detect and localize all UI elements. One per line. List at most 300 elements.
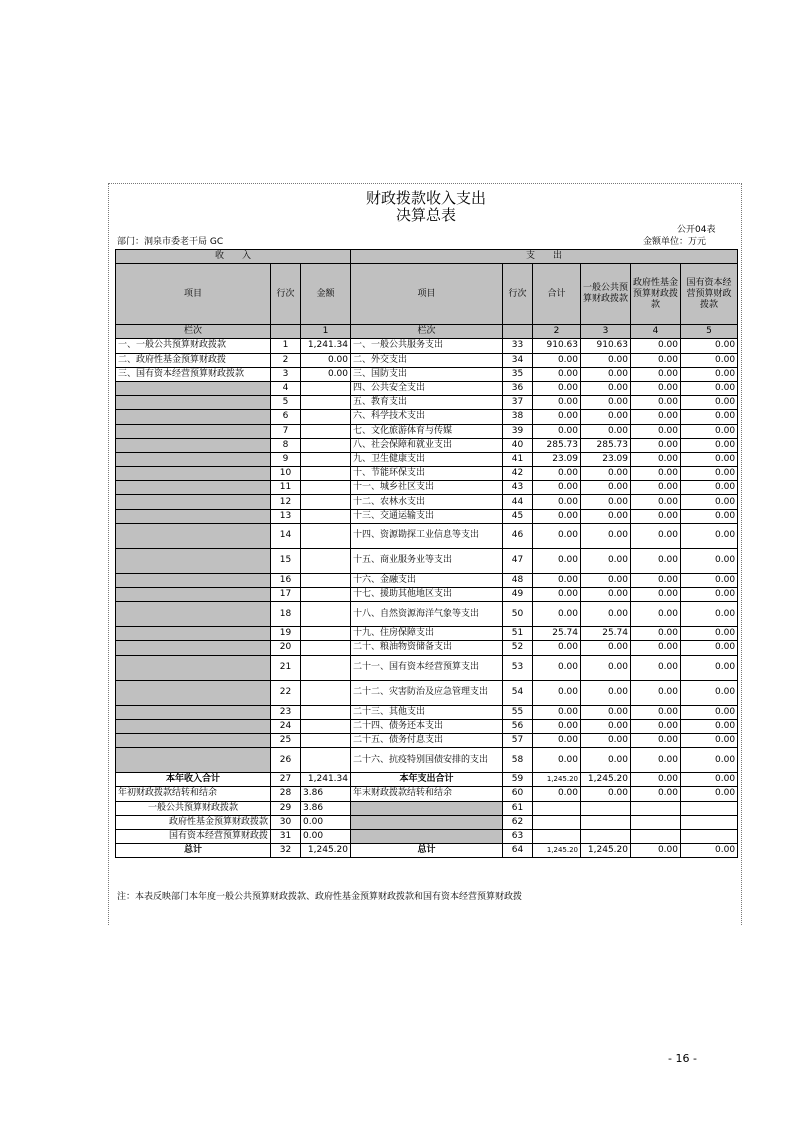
general-budget-header: 一般公共预算财政拨款 — [581, 264, 631, 325]
amount-cell: 0.00 — [631, 748, 681, 773]
income-item — [116, 481, 271, 495]
amount-cell: 0.00 — [631, 588, 681, 602]
row-number: 2 — [271, 353, 301, 367]
blank-cell — [631, 815, 681, 829]
sub-gov-row — [116, 815, 738, 829]
finance-table — [115, 249, 738, 858]
amount-cell: 0.00 — [581, 748, 631, 773]
income-item — [116, 452, 271, 466]
row-number: 37 — [503, 396, 533, 410]
expense-item: 十八、自然资源海洋气象等支出 — [351, 602, 503, 627]
amount-cell: 0.00 — [581, 495, 631, 509]
income-item — [116, 438, 271, 452]
income-item — [116, 748, 271, 773]
table-row — [116, 573, 738, 587]
amount-cell: 1,245.20 — [581, 844, 631, 858]
amount-cell: 0.00 — [533, 481, 581, 495]
amount-cell: 1,245.20 — [533, 844, 581, 858]
income-item — [116, 523, 271, 548]
expense-item: 十三、交通运输支出 — [351, 509, 503, 523]
amount-cell: 0.00 — [681, 705, 738, 719]
table-row — [116, 467, 738, 481]
amount-cell: 0.00 — [581, 733, 631, 747]
row-number: 21 — [271, 655, 301, 680]
amount-cell: 0.00 — [681, 602, 738, 627]
amount-cell: 1,241.34 — [301, 339, 351, 353]
amount-cell — [301, 396, 351, 410]
amount-cell — [301, 641, 351, 655]
amount-cell — [301, 627, 351, 641]
expense-item: 十六、金融支出 — [351, 573, 503, 587]
amount-cell: 0.00 — [301, 815, 351, 829]
table-row — [116, 641, 738, 655]
blank-cell — [681, 829, 738, 843]
amount-cell — [301, 733, 351, 747]
amount-cell: 0.00 — [631, 627, 681, 641]
amount-cell: 0.00 — [631, 381, 681, 395]
table-row — [116, 733, 738, 747]
amount-cell: 0.00 — [681, 680, 738, 705]
amount-cell: 0.00 — [681, 548, 738, 573]
row-number: 50 — [503, 602, 533, 627]
expense-item: 七、文化旅游体育与传媒 — [351, 424, 503, 438]
row-number: 35 — [503, 367, 533, 381]
income-item — [116, 680, 271, 705]
expense-item: 五、教育支出 — [351, 396, 503, 410]
expense-item: 八、社会保障和就业支出 — [351, 438, 503, 452]
expense-item: 二十六、抗疫特别国债安排的支出 — [351, 748, 503, 773]
amount-cell — [301, 467, 351, 481]
income-header: 收 入 — [116, 250, 351, 264]
sub-general-row — [116, 801, 738, 815]
amount-cell: 0.00 — [533, 381, 581, 395]
table-row — [116, 588, 738, 602]
row-number: 48 — [503, 573, 533, 587]
blank-cell — [581, 801, 631, 815]
amount-cell: 0.00 — [533, 410, 581, 424]
amount-cell: 23.09 — [533, 452, 581, 466]
amount-cell: 0.00 — [581, 481, 631, 495]
amount-cell: 285.73 — [581, 438, 631, 452]
amount-cell: 0.00 — [581, 548, 631, 573]
income-item — [116, 641, 271, 655]
amount-cell: 0.00 — [631, 787, 681, 801]
table-row — [116, 396, 738, 410]
amount-cell: 0.00 — [533, 719, 581, 733]
blank-cell — [681, 801, 738, 815]
amount-cell: 0.00 — [581, 353, 631, 367]
row-number: 46 — [503, 523, 533, 548]
blank-cell — [631, 829, 681, 843]
amount-cell: 0.00 — [581, 719, 631, 733]
table-row — [116, 680, 738, 705]
amount-cell: 0.00 — [631, 523, 681, 548]
section-header-row — [116, 250, 738, 264]
amount-cell: 0.00 — [581, 381, 631, 395]
income-row-no-header: 行次 — [271, 264, 301, 325]
amount-cell: 0.00 — [581, 787, 631, 801]
amount-cell: 25.74 — [581, 627, 631, 641]
amount-cell: 0.00 — [631, 641, 681, 655]
row-number: 34 — [503, 353, 533, 367]
amount-cell: 0.00 — [631, 495, 681, 509]
column-number-5: 5 — [681, 325, 738, 339]
begin-balance-label: 年初财政拨款结转和结余 — [116, 787, 271, 801]
grand-total-income-label: 总计 — [116, 844, 271, 858]
table-row — [116, 481, 738, 495]
amount-cell: 0.00 — [581, 573, 631, 587]
row-number: 40 — [503, 438, 533, 452]
row-number: 42 — [503, 467, 533, 481]
amount-cell: 0.00 — [533, 602, 581, 627]
table-row — [116, 602, 738, 627]
row-number: 39 — [503, 424, 533, 438]
column-blank — [503, 325, 533, 339]
amount-cell: 285.73 — [533, 438, 581, 452]
amount-cell: 0.00 — [681, 339, 738, 353]
department-label: 部门：洞泉市委老干局 GC — [117, 237, 224, 247]
table-note: 注：本表反映部门本年度一般公共预算财政拨款、政府性基金预算财政拨款和国有资本经营预算财政拨 — [117, 892, 523, 902]
table-row — [116, 339, 738, 353]
blank-cell — [581, 815, 631, 829]
row-number: 24 — [271, 719, 301, 733]
amount-cell: 0.00 — [581, 367, 631, 381]
row-number: 14 — [271, 523, 301, 548]
amount-cell: 0.00 — [681, 641, 738, 655]
year-expense-total-label: 本年支出合计 — [351, 773, 503, 787]
income-item — [116, 509, 271, 523]
expense-item: 二十三、其他支出 — [351, 705, 503, 719]
amount-cell: 0.00 — [533, 748, 581, 773]
row-number: 20 — [271, 641, 301, 655]
row-number: 43 — [503, 481, 533, 495]
amount-cell: 0.00 — [581, 410, 631, 424]
amount-cell — [301, 719, 351, 733]
amount-cell — [301, 381, 351, 395]
sub-state-label: 国有资本经营预算财政拨 — [116, 829, 271, 843]
amount-cell: 910.63 — [533, 339, 581, 353]
year-total-row — [116, 773, 738, 787]
amount-cell: 0.00 — [631, 773, 681, 787]
amount-cell: 0.00 — [631, 353, 681, 367]
amount-cell: 0.00 — [681, 438, 738, 452]
amount-cell — [301, 424, 351, 438]
amount-cell: 0.00 — [533, 396, 581, 410]
amount-cell: 0.00 — [581, 509, 631, 523]
income-item — [116, 396, 271, 410]
page-number: - 16 - — [668, 1052, 697, 1065]
blank-cell — [351, 829, 503, 843]
income-item — [116, 573, 271, 587]
total-header: 合计 — [533, 264, 581, 325]
expense-item-header: 项目 — [351, 264, 503, 325]
income-item — [116, 410, 271, 424]
row-number: 22 — [271, 680, 301, 705]
expense-header: 支 出 — [351, 250, 738, 264]
amount-cell — [301, 588, 351, 602]
income-item: 三、国有资本经营预算财政拨款 — [116, 367, 271, 381]
amount-cell: 1,245.20 — [533, 773, 581, 787]
amount-cell: 0.00 — [533, 680, 581, 705]
row-number: 62 — [503, 815, 533, 829]
expense-item: 十五、商业服务业等支出 — [351, 548, 503, 573]
amount-cell: 0.00 — [681, 748, 738, 773]
amount-cell: 0.00 — [581, 588, 631, 602]
column-label-income: 栏次 — [116, 325, 271, 339]
amount-cell: 0.00 — [631, 733, 681, 747]
amount-cell — [301, 573, 351, 587]
row-number: 5 — [271, 396, 301, 410]
row-number: 36 — [503, 381, 533, 395]
column-blank — [271, 325, 301, 339]
row-number: 32 — [271, 844, 301, 858]
amount-cell: 0.00 — [533, 733, 581, 747]
amount-cell: 0.00 — [631, 467, 681, 481]
amount-cell: 0.00 — [681, 655, 738, 680]
amount-cell — [301, 438, 351, 452]
row-number: 38 — [503, 410, 533, 424]
row-number: 15 — [271, 548, 301, 573]
row-number: 44 — [503, 495, 533, 509]
row-number: 10 — [271, 467, 301, 481]
amount-cell: 0.00 — [681, 495, 738, 509]
income-item — [116, 719, 271, 733]
amount-cell: 0.00 — [631, 680, 681, 705]
amount-cell: 25.74 — [533, 627, 581, 641]
state-capital-header: 国有资本经营预算财政拨款 — [681, 264, 738, 325]
expense-item: 六、科学技术支出 — [351, 410, 503, 424]
unit-label: 金额单位：万元 — [643, 237, 707, 247]
row-number: 63 — [503, 829, 533, 843]
row-number: 7 — [271, 424, 301, 438]
income-item — [116, 495, 271, 509]
row-number: 27 — [271, 773, 301, 787]
amount-cell: 0.00 — [681, 523, 738, 548]
table-row — [116, 381, 738, 395]
amount-cell: 0.00 — [533, 641, 581, 655]
column-number-1: 1 — [301, 325, 351, 339]
amount-cell: 0.00 — [581, 680, 631, 705]
expense-row-no-header: 行次 — [503, 264, 533, 325]
amount-cell: 0.00 — [681, 410, 738, 424]
amount-cell: 0.00 — [681, 467, 738, 481]
row-number: 13 — [271, 509, 301, 523]
amount-cell: 0.00 — [581, 424, 631, 438]
table-row — [116, 410, 738, 424]
amount-cell: 0.00 — [631, 719, 681, 733]
table-row — [116, 509, 738, 523]
amount-cell: 0.00 — [631, 339, 681, 353]
row-number: 25 — [271, 733, 301, 747]
expense-item: 十二、农林水支出 — [351, 495, 503, 509]
expense-item: 三、国防支出 — [351, 367, 503, 381]
amount-cell: 0.00 — [681, 381, 738, 395]
row-number: 8 — [271, 438, 301, 452]
amount-cell: 0.00 — [631, 705, 681, 719]
row-number: 28 — [271, 787, 301, 801]
amount-cell: 0.00 — [301, 353, 351, 367]
table-row — [116, 548, 738, 573]
column-label-expense: 栏次 — [351, 325, 503, 339]
amount-cell: 0.00 — [533, 787, 581, 801]
column-number-4: 4 — [631, 325, 681, 339]
amount-cell: 0.00 — [581, 396, 631, 410]
amount-cell: 0.00 — [301, 367, 351, 381]
row-number: 41 — [503, 452, 533, 466]
row-number: 3 — [271, 367, 301, 381]
amount-cell: 0.00 — [681, 787, 738, 801]
amount-cell: 0.00 — [533, 495, 581, 509]
table-row — [116, 748, 738, 773]
blank-cell — [533, 829, 581, 843]
grand-total-row — [116, 844, 738, 858]
amount-cell: 0.00 — [301, 829, 351, 843]
table-row — [116, 495, 738, 509]
row-number: 18 — [271, 602, 301, 627]
amount-cell — [301, 548, 351, 573]
report-subtitle: 决算总表 — [395, 206, 456, 224]
amount-cell — [301, 680, 351, 705]
row-number: 58 — [503, 748, 533, 773]
blank-cell — [681, 815, 738, 829]
column-number-3: 3 — [581, 325, 631, 339]
end-balance-label: 年末财政拨款结转和结余 — [351, 787, 503, 801]
amount-cell: 0.00 — [681, 509, 738, 523]
amount-cell: 0.00 — [631, 573, 681, 587]
expense-item: 二十五、债务付息支出 — [351, 733, 503, 747]
amount-cell: 0.00 — [581, 602, 631, 627]
row-number: 9 — [271, 452, 301, 466]
expense-item: 二、外交支出 — [351, 353, 503, 367]
amount-cell: 0.00 — [631, 844, 681, 858]
amount-cell: 0.00 — [681, 481, 738, 495]
row-number: 12 — [271, 495, 301, 509]
column-number-row — [116, 325, 738, 339]
amount-cell: 1,245.20 — [581, 773, 631, 787]
table-row — [116, 424, 738, 438]
amount-cell: 0.00 — [681, 844, 738, 858]
amount-cell — [301, 495, 351, 509]
row-number: 45 — [503, 509, 533, 523]
row-number: 56 — [503, 719, 533, 733]
expense-item: 二十二、灾害防治及应急管理支出 — [351, 680, 503, 705]
expense-item: 四、公共安全支出 — [351, 381, 503, 395]
amount-cell: 0.00 — [533, 509, 581, 523]
form-code: 公开04表 — [677, 225, 716, 235]
amount-cell: 0.00 — [631, 452, 681, 466]
amount-cell: 0.00 — [631, 367, 681, 381]
income-item — [116, 381, 271, 395]
row-number: 55 — [503, 705, 533, 719]
amount-cell: 0.00 — [533, 573, 581, 587]
amount-cell: 0.00 — [581, 641, 631, 655]
table-row — [116, 438, 738, 452]
row-number: 17 — [271, 588, 301, 602]
amount-cell — [301, 705, 351, 719]
blank-cell — [351, 801, 503, 815]
row-number: 53 — [503, 655, 533, 680]
expense-item: 十一、城乡社区支出 — [351, 481, 503, 495]
blank-cell — [351, 815, 503, 829]
income-item — [116, 705, 271, 719]
table-row — [116, 367, 738, 381]
amount-cell: 0.00 — [533, 353, 581, 367]
amount-cell — [301, 748, 351, 773]
amount-cell: 0.00 — [581, 523, 631, 548]
table-row — [116, 705, 738, 719]
row-number: 23 — [271, 705, 301, 719]
row-number: 54 — [503, 680, 533, 705]
amount-cell: 0.00 — [533, 588, 581, 602]
amount-cell: 0.00 — [631, 509, 681, 523]
sub-gov-label: 政府性基金预算财政拨款 — [116, 815, 271, 829]
income-item — [116, 467, 271, 481]
amount-cell — [301, 410, 351, 424]
row-number: 57 — [503, 733, 533, 747]
expense-item: 十九、住房保障支出 — [351, 627, 503, 641]
amount-cell: 0.00 — [681, 773, 738, 787]
expense-item: 十四、资源勘探工业信息等支出 — [351, 523, 503, 548]
blank-cell — [581, 829, 631, 843]
row-number: 33 — [503, 339, 533, 353]
amount-cell: 1,241.34 — [301, 773, 351, 787]
row-number: 60 — [503, 787, 533, 801]
amount-cell: 0.00 — [533, 523, 581, 548]
row-number: 59 — [503, 773, 533, 787]
expense-item: 一、一般公共服务支出 — [351, 339, 503, 353]
row-number: 6 — [271, 410, 301, 424]
income-item — [116, 424, 271, 438]
table-row — [116, 452, 738, 466]
row-number: 1 — [271, 339, 301, 353]
row-number: 30 — [271, 815, 301, 829]
income-item-header: 项目 — [116, 264, 271, 325]
amount-cell: 0.00 — [631, 655, 681, 680]
amount-cell: 3.86 — [301, 801, 351, 815]
amount-cell — [301, 481, 351, 495]
amount-cell: 0.00 — [681, 588, 738, 602]
amount-cell: 0.00 — [581, 467, 631, 481]
row-number: 26 — [271, 748, 301, 773]
amount-cell: 0.00 — [681, 396, 738, 410]
amount-cell: 3.86 — [301, 787, 351, 801]
amount-cell: 0.00 — [681, 573, 738, 587]
amount-cell: 0.00 — [631, 424, 681, 438]
amount-cell: 0.00 — [533, 705, 581, 719]
row-number: 16 — [271, 573, 301, 587]
expense-item: 二十一、国有资本经营预算支出 — [351, 655, 503, 680]
row-number: 31 — [271, 829, 301, 843]
amount-cell: 0.00 — [681, 733, 738, 747]
expense-item: 九、卫生健康支出 — [351, 452, 503, 466]
expense-item: 二十四、债务还本支出 — [351, 719, 503, 733]
amount-cell — [301, 509, 351, 523]
amount-cell: 1,245.20 — [301, 844, 351, 858]
row-number: 49 — [503, 588, 533, 602]
amount-cell: 0.00 — [631, 602, 681, 627]
amount-cell: 910.63 — [581, 339, 631, 353]
amount-cell — [301, 452, 351, 466]
expense-item: 十、节能环保支出 — [351, 467, 503, 481]
amount-cell: 0.00 — [533, 367, 581, 381]
amount-cell: 0.00 — [533, 548, 581, 573]
grand-total-expense-label: 总计 — [351, 844, 503, 858]
amount-cell — [301, 602, 351, 627]
table-row — [116, 719, 738, 733]
amount-cell: 0.00 — [533, 424, 581, 438]
amount-cell: 0.00 — [631, 481, 681, 495]
column-number-2: 2 — [533, 325, 581, 339]
